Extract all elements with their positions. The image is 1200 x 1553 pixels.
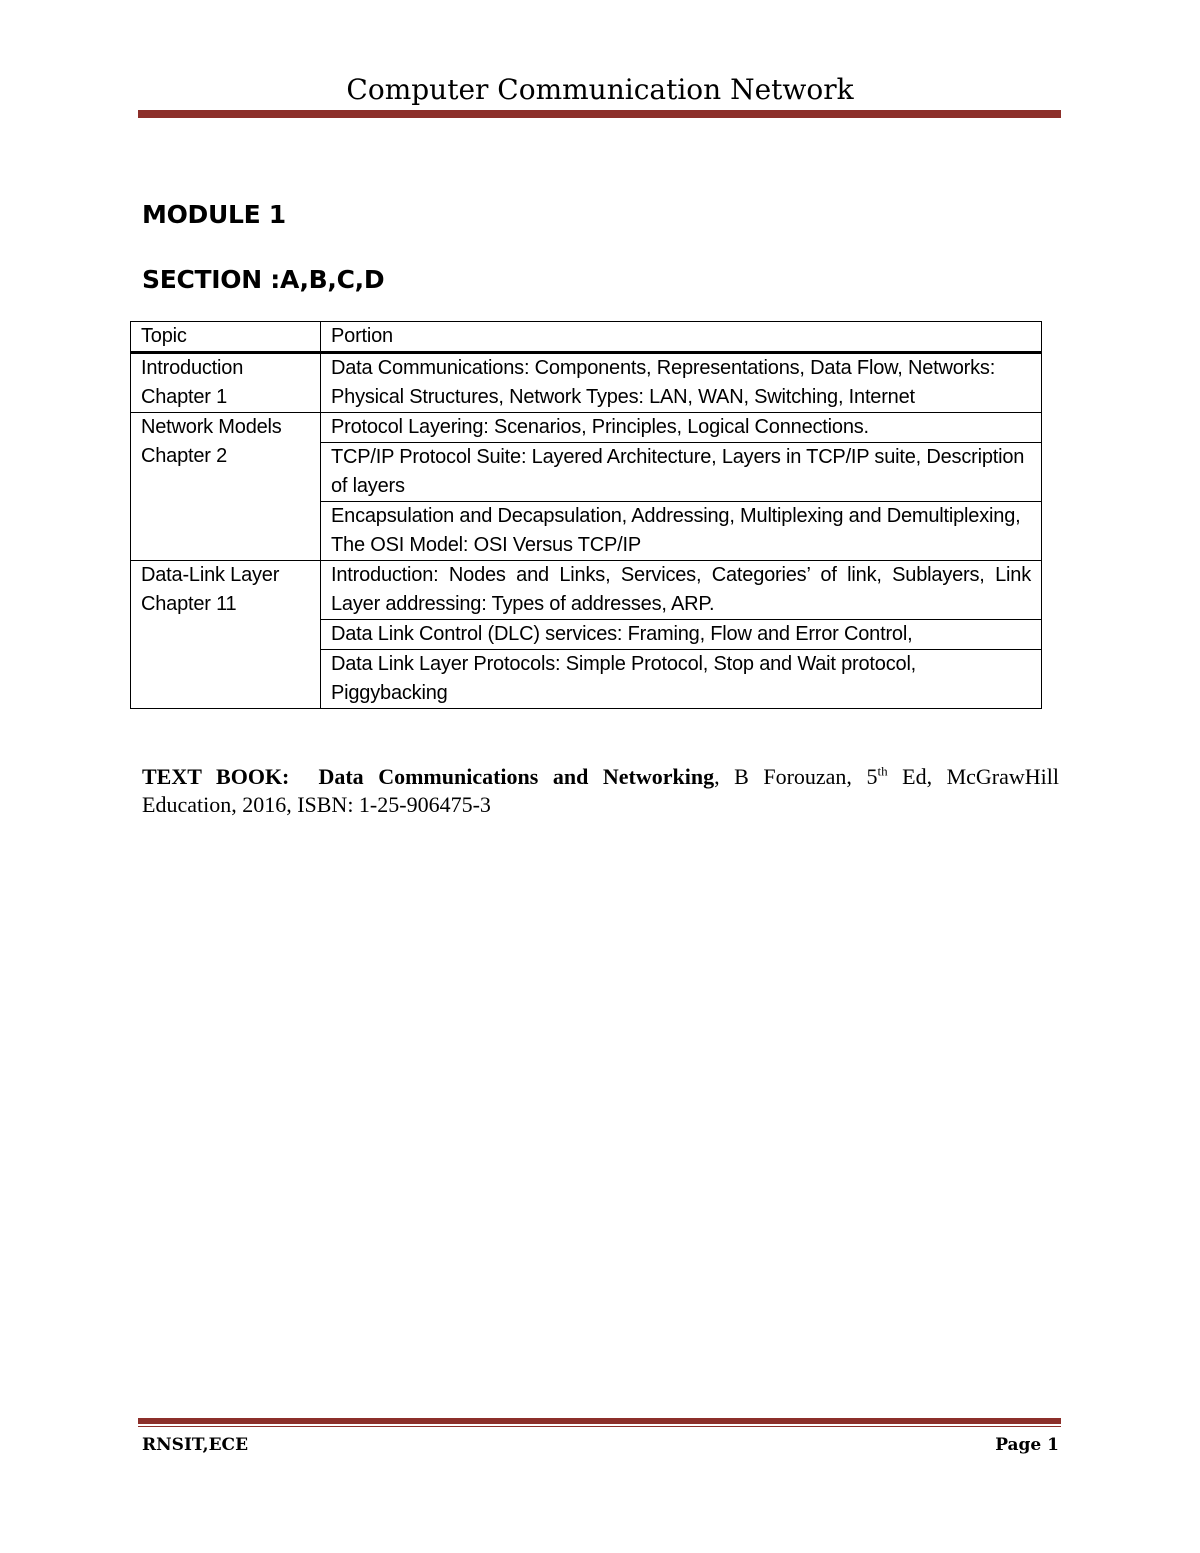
portion-cell: Data Communications: Components, Representations, Data Flow, Networks: Physical Structures, Network Types: LAN, WAN, Switching, Internet [321, 353, 1042, 413]
topic-name: Network Models [141, 416, 282, 438]
document-header-title: Computer Communication Network [346, 73, 854, 106]
textbook-edition-superscript: th [877, 763, 888, 779]
topic-chapter: Chapter 1 [141, 386, 228, 408]
footer-rule [138, 1418, 1061, 1424]
portion-cell: Protocol Layering: Scenarios, Principles, Logical Connections. [321, 413, 1042, 443]
textbook-label: TEXT BOOK: [142, 764, 290, 789]
header-rule [138, 110, 1061, 118]
table-row [131, 353, 1042, 413]
portion-cell: Introduction: Nodes and Links, Services, Categories’ of link, Sublayers, Link Layer addressing: Types of addresses, ARP. [321, 561, 1042, 620]
textbook-author: , B Forouzan, 5 [714, 764, 878, 789]
textbook-title: Data Communications and Networking [318, 764, 715, 789]
topic-name: Introduction [141, 357, 244, 379]
footer-page-number: Page 1 [995, 1435, 1059, 1455]
portion-cell: Data Link Control (DLC) services: Framing, Flow and Error Control, [321, 620, 1042, 650]
table-row [131, 413, 1042, 443]
section-heading: SECTION :A,B,C,D [142, 265, 385, 294]
module-heading: MODULE 1 [142, 200, 286, 229]
topic-cell [131, 413, 321, 561]
syllabus-table [130, 321, 1042, 709]
topic-cell [131, 353, 321, 413]
textbook-reference [142, 763, 1059, 819]
topic-name: Data-Link Layer [141, 564, 280, 586]
table-row [131, 561, 1042, 620]
table-header-row [131, 322, 1042, 353]
footer-rule-thin [138, 1426, 1061, 1427]
portion-cell: Data Link Layer Protocols: Simple Protocol, Stop and Wait protocol, Piggybacking [321, 650, 1042, 709]
column-header-portion: Portion [321, 322, 1042, 353]
column-header-topic: Topic [131, 322, 321, 353]
portion-cell: Encapsulation and Decapsulation, Addressing, Multiplexing and Demultiplexing, The OSI Model: OSI Versus TCP/IP [321, 502, 1042, 561]
topic-chapter: Chapter 11 [141, 593, 237, 615]
portion-cell: TCP/IP Protocol Suite: Layered Architecture, Layers in TCP/IP suite, Description of layers [321, 443, 1042, 502]
footer-institution: RNSIT,ECE [142, 1435, 249, 1455]
topic-chapter: Chapter 2 [141, 445, 228, 467]
textbook-details: Ed, McGrawHill Education, 2016, ISBN: 1-25-906475-3 [142, 764, 1060, 817]
topic-cell [131, 561, 321, 709]
